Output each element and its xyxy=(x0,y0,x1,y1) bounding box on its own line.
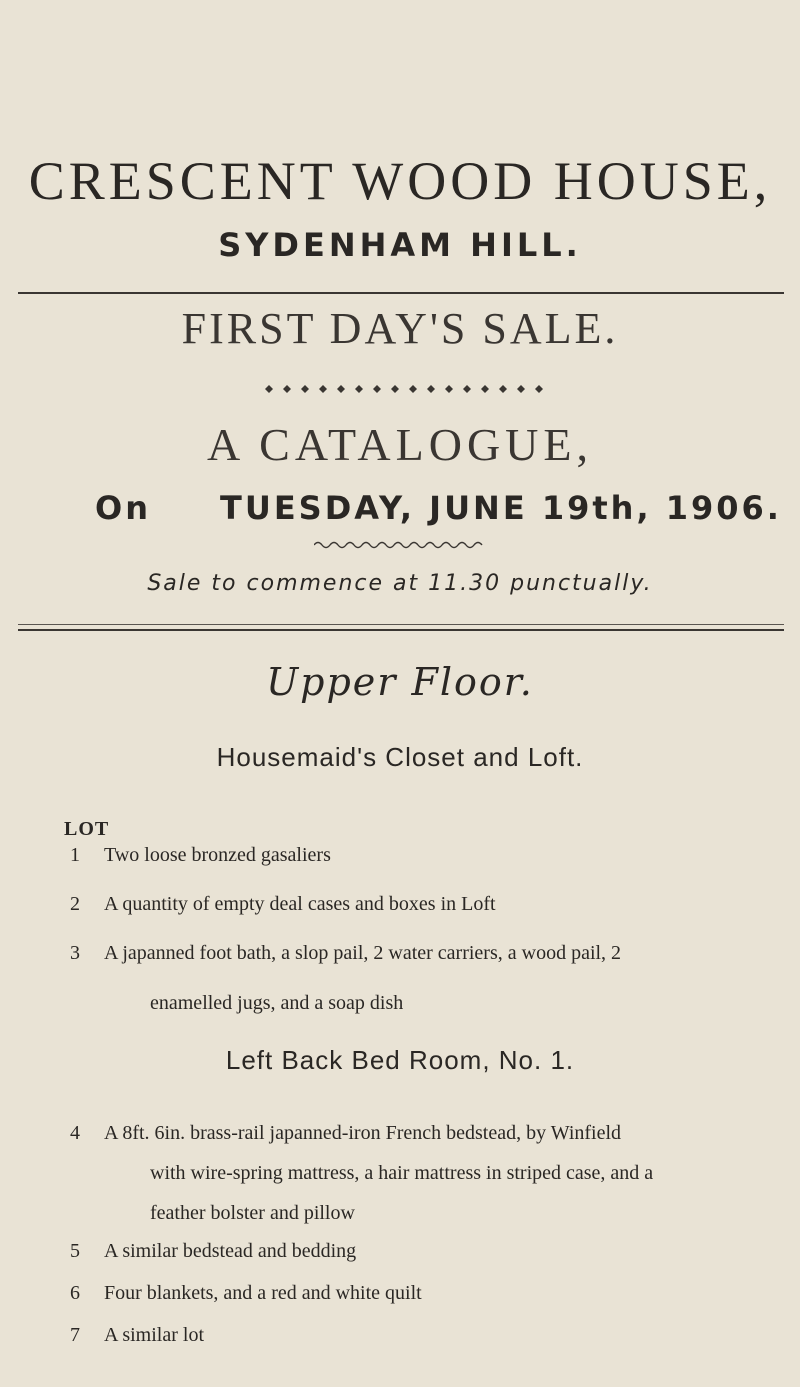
lot-column-label: LOT xyxy=(64,818,110,840)
lot-description: feather bolster and pillow xyxy=(150,1202,355,1224)
wavy-divider xyxy=(314,540,484,550)
lot-description: Two loose bronzed gasaliers xyxy=(104,844,331,866)
sale-start-note: Sale to commence at 11.30 punctually. xyxy=(147,571,653,596)
catalogue-heading: A CATALOGUE, xyxy=(207,419,593,470)
lot-description: A quantity of empty deal cases and boxes in Loft xyxy=(104,893,496,915)
lot-description: Four blankets, and a red and white quilt xyxy=(104,1282,422,1304)
section-heading: Left Back Bed Room, No. 1. xyxy=(225,1045,575,1075)
sale-date-prefix: On xyxy=(95,489,151,527)
section-heading: Housemaid's Closet and Loft. xyxy=(216,742,584,772)
lot-number: 5 xyxy=(70,1240,80,1262)
house-name: CRESCENT WOOD HOUSE, xyxy=(28,151,772,211)
floor-heading: Upper Floor. xyxy=(266,660,534,704)
lot-number: 3 xyxy=(70,942,80,964)
lot-number: 7 xyxy=(70,1324,80,1346)
ornament-row xyxy=(262,382,552,396)
lot-number: 4 xyxy=(70,1122,80,1144)
lot-number: 6 xyxy=(70,1282,80,1304)
sale-title: FIRST DAY'S SALE. xyxy=(181,304,619,353)
lot-description: with wire-spring mattress, a hair mattress in striped case, and a xyxy=(150,1162,654,1184)
divider-rule-thick xyxy=(18,629,784,631)
lot-number: 2 xyxy=(70,893,80,915)
lot-description: A similar bedstead and bedding xyxy=(104,1240,357,1262)
lot-description: A similar lot xyxy=(104,1324,204,1346)
house-location: SYDENHAM HILL. xyxy=(218,226,582,264)
divider-rule-thin xyxy=(18,624,784,625)
lot-description: A japanned foot bath, a slop pail, 2 water carriers, a wood pail, 2 xyxy=(104,942,622,964)
lot-description: A 8ft. 6in. brass-rail japanned-iron French bedstead, by Winfield xyxy=(104,1122,622,1144)
lot-number: 1 xyxy=(70,844,80,866)
sale-date-text: TUESDAY, JUNE 19th, 1906. xyxy=(220,489,782,527)
lot-description: enamelled jugs, and a soap dish xyxy=(150,992,404,1014)
divider-rule xyxy=(18,292,784,294)
